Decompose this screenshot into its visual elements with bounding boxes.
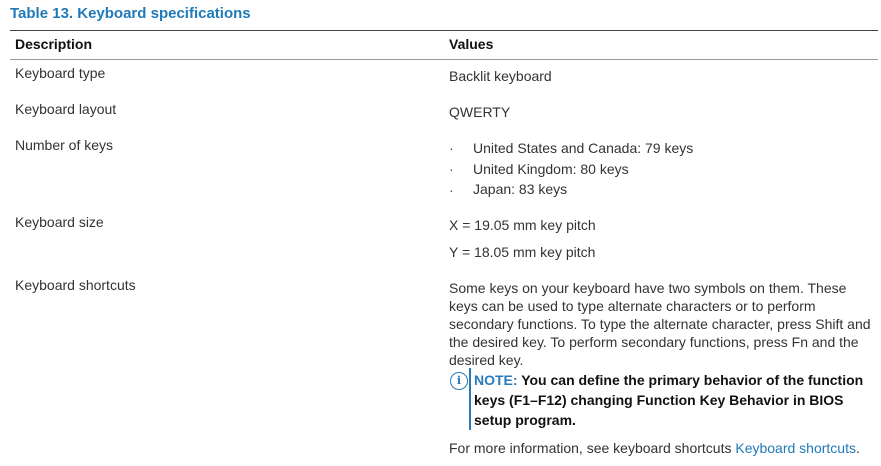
header-description: Description xyxy=(15,36,93,52)
bullet-dot: · xyxy=(449,182,454,198)
row-number-of-keys-label: Number of keys xyxy=(15,137,114,153)
note-body: You can define the primary behavior of the function keys (F1–F12) changing Function Key Behavior in BIOS setup program. xyxy=(474,372,864,428)
bullet-dot: · xyxy=(449,140,454,156)
shortcuts-paragraph: Some keys on your keyboard have two symbols on them. These keys can be used to type alternate characters or to perform secondary functions. To type the alternate character, press Shift and the desired key. To perform secondary functions, press Fn and the desired key. xyxy=(449,280,871,368)
table-caption: Table 13. Keyboard specifications xyxy=(10,5,251,22)
bullet-dot: · xyxy=(449,161,454,177)
bullet-item-japan: Japan: 83 keys xyxy=(473,181,568,197)
row-keyboard-layout-label: Keyboard layout xyxy=(15,101,117,117)
more-info-period: . xyxy=(855,440,860,456)
size-x-line: X = 19.05 mm key pitch xyxy=(449,217,596,233)
note-label: NOTE: xyxy=(474,372,518,388)
bullet-item-us: United States and Canada: 79 keys xyxy=(473,140,694,156)
note-text xyxy=(474,370,874,430)
more-info-line xyxy=(449,439,879,457)
row-keyboard-type-value: Backlit keyboard xyxy=(449,68,552,84)
table-header xyxy=(10,30,878,60)
header-values: Values xyxy=(449,36,494,52)
row-keyboard-layout-value: QWERTY xyxy=(449,104,511,120)
row-keyboard-size-label: Keyboard size xyxy=(15,214,104,230)
more-info-text: For more information, see keyboard shortcuts xyxy=(449,440,732,456)
size-y-line: Y = 18.05 mm key pitch xyxy=(449,244,596,260)
note-box xyxy=(449,368,879,430)
note-bar xyxy=(469,368,471,430)
keyboard-shortcuts-link[interactable]: Keyboard shortcuts xyxy=(735,440,856,456)
row-keyboard-type-label: Keyboard type xyxy=(15,65,106,81)
info-icon: i xyxy=(450,372,468,390)
bullet-item-uk: United Kingdom: 80 keys xyxy=(473,161,629,177)
row-keyboard-shortcuts-label: Keyboard shortcuts xyxy=(15,277,136,293)
